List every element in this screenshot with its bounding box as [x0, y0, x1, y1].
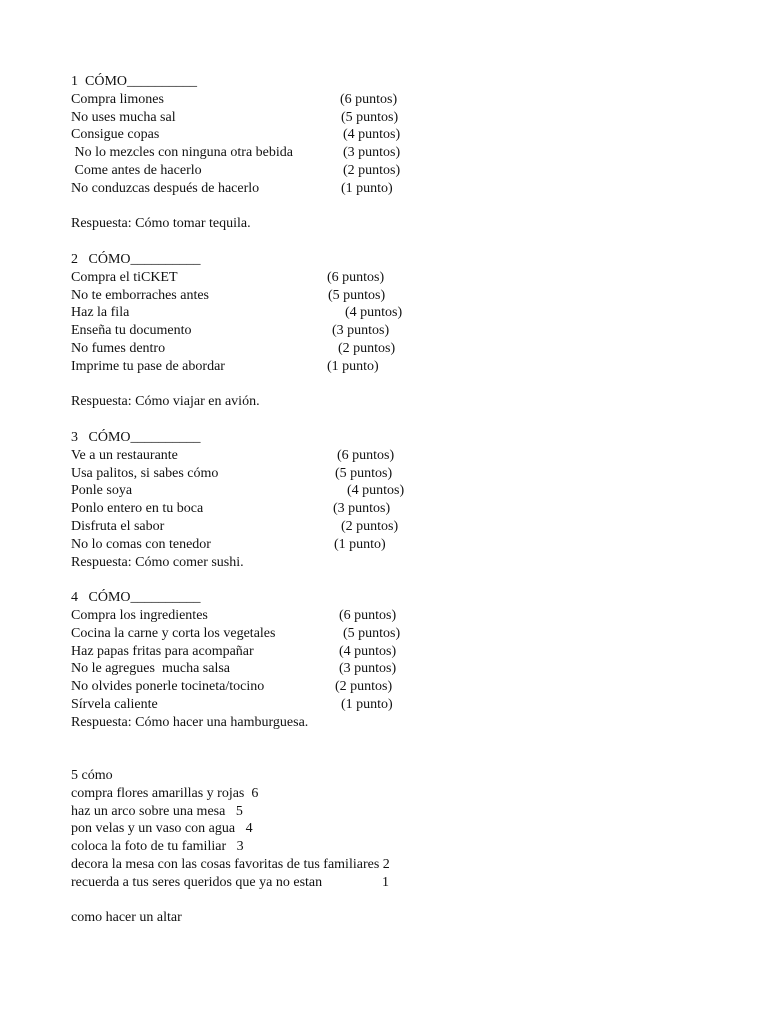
item-points: (6 puntos) — [339, 607, 397, 623]
q4-answer: Respuesta: Cómo hacer una hamburguesa. — [71, 714, 309, 730]
item-text: Come antes de hacerlo — [71, 162, 202, 178]
q5-item-3: pon velas y un vaso con agua 4 — [71, 821, 253, 837]
item-points: (5 puntos) — [335, 465, 393, 481]
q2-answer: Respuesta: Cómo viajar en avión. — [71, 394, 260, 410]
item-text: Enseña tu documento — [71, 323, 192, 339]
q4-item-2 — [71, 625, 731, 643]
q2-item-4 — [71, 322, 731, 340]
item-points: (1 punto) — [327, 358, 379, 374]
item-points: (1 punto) — [341, 696, 393, 712]
item-text: No olvides ponerle tocineta/tocino — [71, 679, 265, 695]
q1-item-2 — [71, 109, 731, 127]
item-points: (2 puntos) — [343, 162, 401, 178]
item-text: Ponle soya — [71, 483, 133, 499]
item-points: (3 puntos) — [339, 661, 397, 677]
item-text: Cocina la carne y corta los vegetales — [71, 625, 276, 641]
q5-heading: 5 cómo — [71, 768, 113, 784]
q1-item-3 — [71, 126, 731, 144]
q5-item-5: decora la mesa con las cosas favoritas de tus familiares 2 — [71, 857, 390, 873]
item-text: No fumes dentro — [71, 340, 166, 356]
q3-answer: Respuesta: Cómo comer sushi. — [71, 554, 244, 570]
q2-heading: 2 CÓMO__________ — [71, 251, 201, 267]
q1-item-5 — [71, 162, 731, 180]
q4-item-5 — [71, 678, 731, 696]
q2-item-2 — [71, 287, 731, 305]
item-points: (2 puntos) — [338, 340, 396, 356]
item-text: Compra los ingredientes — [71, 607, 208, 623]
item-text: No uses mucha sal — [71, 109, 176, 125]
item-text: Ponlo entero en tu boca — [71, 501, 204, 517]
item-points: (6 puntos) — [327, 269, 385, 285]
item-points: 1 — [382, 874, 389, 890]
q5-item-4: coloca la foto de tu familiar 3 — [71, 839, 244, 855]
q2-item-1 — [71, 269, 731, 287]
q5-item-6 — [71, 874, 731, 892]
item-text: recuerda a tus seres queridos que ya no estan — [71, 874, 323, 890]
item-text: Usa palitos, si sabes cómo — [71, 465, 219, 481]
q3-item-2 — [71, 465, 731, 483]
q3-item-4 — [71, 500, 731, 518]
item-text: Compra limones — [71, 91, 164, 107]
item-text: No te emborraches antes — [71, 287, 209, 303]
q1-item-1 — [71, 91, 731, 109]
document-page — [71, 73, 731, 927]
item-text: No le agregues mucha salsa — [71, 661, 230, 677]
item-points: (3 puntos) — [332, 323, 390, 339]
item-points: (1 punto) — [341, 180, 393, 196]
item-text: Haz la fila — [71, 305, 130, 321]
q4-item-1 — [71, 607, 731, 625]
q1-item-6 — [71, 180, 731, 198]
item-points: (4 puntos) — [339, 643, 397, 659]
item-points: (2 puntos) — [335, 679, 393, 695]
q2-item-5 — [71, 340, 731, 358]
q3-item-6 — [71, 536, 731, 554]
item-text: Compra el tiCKET — [71, 269, 178, 285]
item-points: (4 puntos) — [343, 127, 401, 143]
item-text: Haz papas fritas para acompañar — [71, 643, 254, 659]
item-text: No lo comas con tenedor — [71, 536, 211, 552]
item-text: Sírvela caliente — [71, 696, 158, 712]
q4-heading: 4 CÓMO__________ — [71, 590, 201, 606]
q5-item-2: haz un arco sobre una mesa 5 — [71, 803, 243, 819]
q4-item-4 — [71, 660, 731, 678]
item-points: (6 puntos) — [337, 447, 395, 463]
item-text: Ve a un restaurante — [71, 447, 178, 463]
q4-item-3 — [71, 643, 731, 661]
item-points: (6 puntos) — [340, 91, 398, 107]
q1-heading: 1 CÓMO__________ — [71, 74, 198, 89]
item-text: No conduzcas después de hacerlo — [71, 180, 260, 196]
item-points: (1 punto) — [334, 536, 386, 552]
q2-item-6 — [71, 358, 731, 376]
q3-item-5 — [71, 518, 731, 536]
q1-item-4 — [71, 144, 731, 162]
item-points: (5 puntos) — [341, 109, 399, 125]
item-text: Consigue copas — [71, 127, 160, 143]
q2-item-3 — [71, 304, 731, 322]
q5-answer: como hacer un altar — [71, 910, 182, 926]
q1-answer: Respuesta: Cómo tomar tequila. — [71, 216, 251, 232]
q3-heading: 3 CÓMO__________ — [71, 429, 201, 445]
item-points: (4 puntos) — [347, 483, 405, 499]
q3-item-1 — [71, 447, 731, 465]
q4-item-6 — [71, 696, 731, 714]
item-text: Disfruta el sabor — [71, 518, 165, 534]
q3-item-3 — [71, 482, 731, 500]
item-points: (3 puntos) — [333, 501, 391, 517]
item-points: (3 puntos) — [343, 145, 401, 161]
q5-item-1: compra flores amarillas y rojas 6 — [71, 785, 259, 801]
item-points: (4 puntos) — [345, 305, 403, 321]
item-points: (5 puntos) — [328, 287, 386, 303]
item-text: No lo mezcles con ninguna otra bebida — [71, 145, 293, 161]
item-text: Imprime tu pase de abordar — [71, 358, 225, 374]
item-points: (5 puntos) — [343, 625, 401, 641]
item-points: (2 puntos) — [341, 518, 399, 534]
